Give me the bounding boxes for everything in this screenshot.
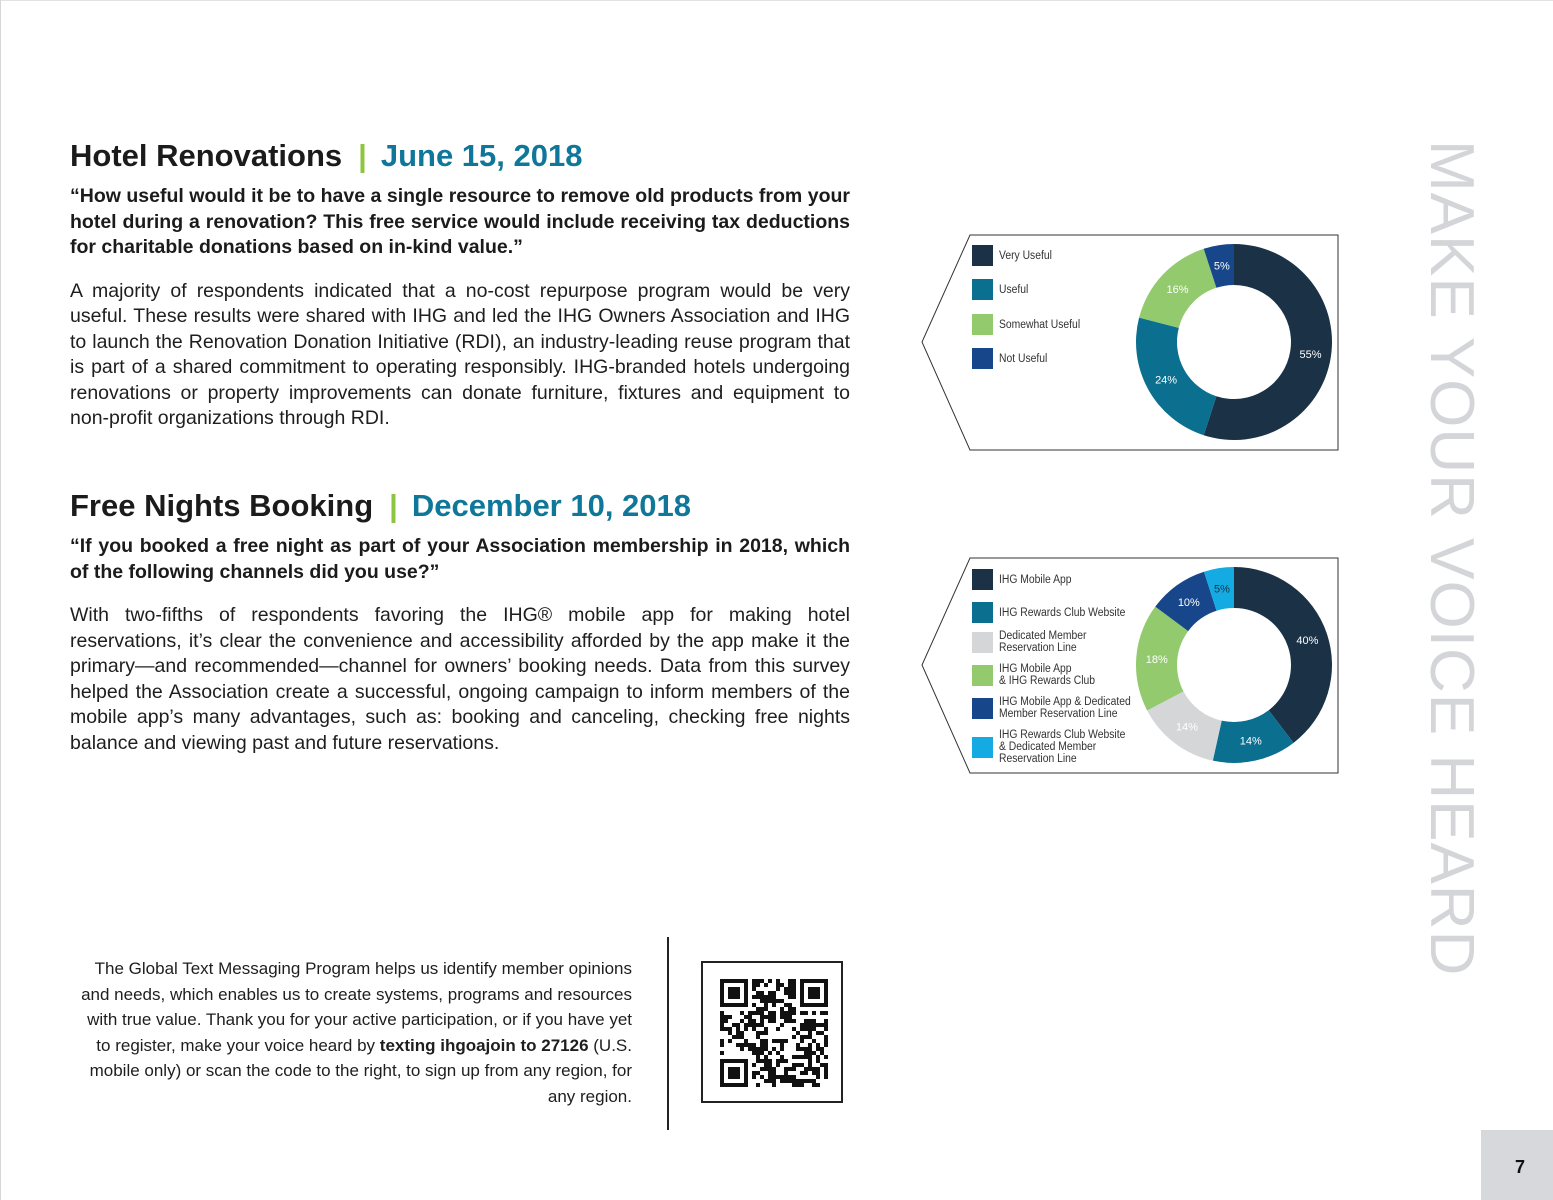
footer-text-after: (U.S. mobile only) or scan the code to the right, to sign up from any region, for any region. [89,1035,632,1106]
section-date: June 15, 2018 [380,138,583,173]
chart-svg [920,234,1340,452]
slice-value-label: 18% [1145,653,1168,666]
survey-question: “If you booked a free night as part of your Association membership in 2018, which of the following channels did you use?” [70,535,850,583]
section-date: December 10, 2018 [411,488,692,523]
slice-value-label: 5% [1213,260,1230,273]
usefulness-donut-chart [920,234,1340,452]
qr-code-frame[interactable] [701,961,843,1103]
legend-swatch [972,245,993,266]
legend-swatch [972,348,993,369]
legend-label: IHG Rewards Club Website [999,606,1126,619]
legend-item [972,314,1089,335]
section-hotel-renovations [70,138,850,432]
legend-label: IHG Mobile App & IHG Rewards Club [999,663,1096,687]
legend-swatch [972,602,993,623]
section-title: Free Nights Booking [70,488,374,523]
side-title [1417,140,1486,1130]
legend-item [972,602,1139,623]
legend-item [972,348,1053,369]
legend-swatch [972,569,993,590]
slice-value-label: 5% [1214,583,1230,596]
title-separator: | [389,488,398,523]
legend-swatch [972,737,993,758]
legend-swatch [972,279,993,300]
legend-item [972,245,1058,266]
title-separator: | [358,138,367,173]
section-heading [70,138,850,174]
legend-item [972,663,1106,687]
legend-label: Very Useful [999,249,1052,262]
legend-item [972,729,1139,765]
survey-question: “How useful would it be to have a single resource to remove old products from your hotel during a renovation? This free service would include receiving tax deductions for charitable donations based on in-kind value.” [70,185,850,258]
slice-value-label: 55% [1299,349,1322,362]
legend-label: Dedicated Member Reservation Line [999,630,1087,654]
legend-swatch [972,632,993,653]
legend-item [972,279,1032,300]
section-free-nights-booking [70,488,850,756]
legend-swatch [972,314,993,335]
side-title-text: MAKE YOUR VOICE HEARD [1417,140,1486,977]
page-top-edge [0,0,1553,1]
footer-divider [667,937,669,1130]
legend-item [972,569,1080,590]
legend-item [972,630,1096,654]
section-body: A majority of respondents indicated that a no-cost repurpose program would be very useful. These results were shared with IHG and led the IHG Owners Association and IHG to launch the Renovation Donation Initiative (RDI), an industry-leading reuse program that is part of a shared commitment to operating responsibly. IHG-branded hotels undergoing renovations or property improvements can donate furniture, fixtures and equipment to non-profit organizations through RDI. [70,279,850,429]
slice-value-label: 24% [1155,374,1178,387]
page-left-edge [0,0,1,1200]
footer-text-bold: texting ihgoajoin to 27126 [379,1035,589,1055]
section-body: With two-fifths of respondents favoring the IHG® mobile app for making hotel reservations, it’s clear the convenience and accessibility afforded by the app make it the primary—and recommended—channel for owners’ booking needs. Data from this survey helped the Association create a successful, ongoing campaign to inform members of the mobile app’s many advantages, such as: booking and canceling, checking free nights balance and viewing past and future reservations. [70,604,850,754]
booking-channel-donut-chart [920,557,1340,775]
page-number-tab [1481,1130,1553,1200]
section-heading [70,488,850,524]
legend-swatch [972,665,993,686]
legend-label: IHG Rewards Club Website & Dedicated Member Reservation Line [999,729,1126,765]
legend-label: IHG Mobile App & Dedicated Member Reservation Line [999,696,1131,720]
text-messaging-note [70,956,632,1109]
page-number: 7 [1514,1157,1525,1177]
section-title: Hotel Renovations [70,138,343,173]
legend-label: Not Useful [999,352,1048,365]
qr-code-icon [720,979,828,1087]
legend-label: Somewhat Useful [999,318,1081,331]
legend-label: IHG Mobile App [999,573,1072,586]
legend-swatch [972,698,993,719]
slice-value-label: 14% [1239,735,1262,748]
slice-value-label: 14% [1175,721,1198,734]
legend-label: Useful [999,283,1029,296]
slice-value-label: 10% [1177,597,1200,610]
legend-item [972,696,1145,720]
slice-value-label: 40% [1296,635,1319,648]
donut-slice-1 [1234,567,1332,743]
slice-value-label: 16% [1166,283,1189,296]
footer-text-before: The Global Text Messaging Program helps us identify member opinions and needs, which enables us to create systems, programs and resources with true value. Thank you for your active participation, or if you have yet to register, make your voice heard by [81,959,632,1055]
